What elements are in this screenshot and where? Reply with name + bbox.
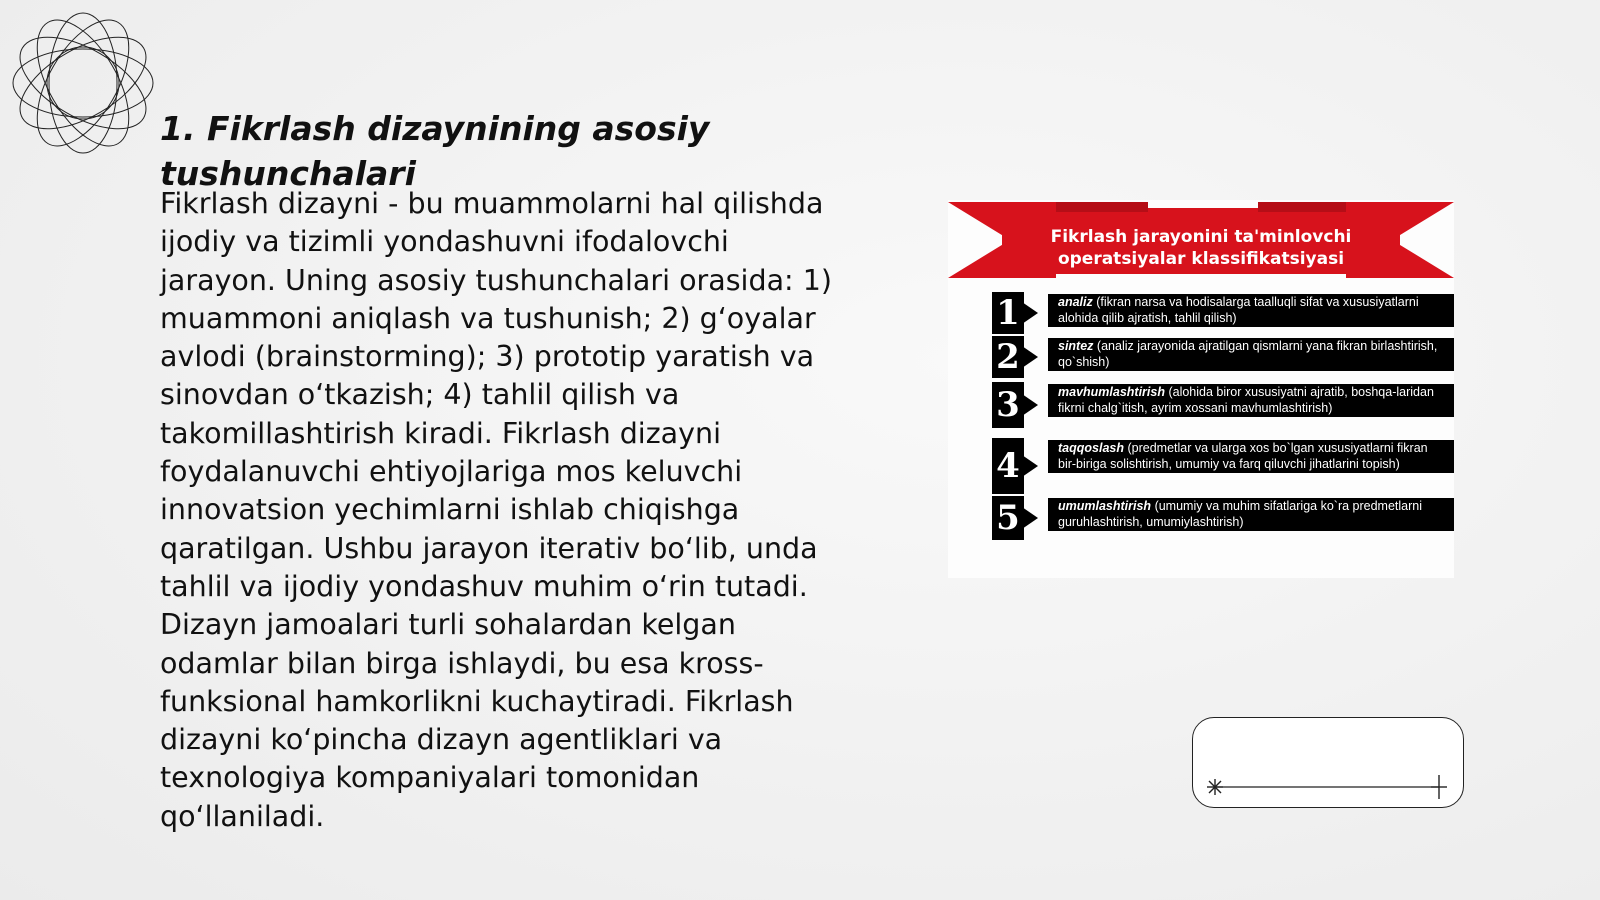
item-term: taqqoslash <box>1058 441 1124 455</box>
arrow-right-icon <box>1022 455 1038 477</box>
item-term: umumlashtirish <box>1058 499 1152 513</box>
item-text: (fikran narsa va hodisalarga taalluqli sifat va xususiyatlarni alohida qilib ajratish, tahlil qilish) <box>1058 295 1419 325</box>
item-description <box>1048 294 1454 327</box>
operation-item <box>992 382 1454 428</box>
arrow-right-icon <box>1022 507 1038 529</box>
banner-line-2: operatsiyalar klassifikatsiyasi <box>1057 249 1345 269</box>
item-description <box>1048 384 1454 417</box>
banner-line-1: Fikrlash jarayonini ta'minlovchi <box>1050 227 1352 247</box>
arrow-right-icon <box>1022 394 1038 416</box>
slide-body-text: Fikrlash dizayni - bu muammolarni hal qilishda ijodiy va tizimli yondashuvni ifodalovchi jarayon. Uning asosiy tushunchalari orasida: 1) muammoni aniqlash va tushunish; 2) g‘oyalar avlodi (brainstorming); 3) prototip yaratish va sinovdan o‘tkazish; 4) tahlil qilish va takomillashtirish kiradi. Fikrlash dizayni foydalanuvchi ehtiyojlariga mos keluvchi innovatsion yechimlarni ishlab chiqishga qaratilgan. Ushbu jarayon iterativ bo‘lib, unda tahlil va ijodiy yondashuv muhim o‘rin tutadi. Dizayn jamoalari turli sohalardan kelgan odamlar bilan birga ishlaydi, bu esa kross-funksional hamkorlikni kuchaytiradi. Fikrlash dizayni ko‘pincha dizayn agentliklari va texnologiya kompaniyalari tomonidan qo‘llaniladi. <box>160 187 832 833</box>
item-number: 1 <box>992 292 1024 334</box>
operation-item <box>992 496 1454 540</box>
item-term: mavhumlashtirish <box>1058 385 1165 399</box>
slide-title: 1. Fikrlash dizaynining asosiy tushunchalari <box>160 109 710 193</box>
item-term: sintez <box>1058 339 1094 353</box>
operation-item <box>992 336 1454 378</box>
item-text: (predmetlar va ularga xos bo`lgan xususiyatlarni fikran bir-biriga solishtirish, umumiy va farq qiluvchi jihatlarini topish) <box>1058 441 1428 471</box>
item-text: (umumiy va muhim sifatlariga ko`ra predmetlarni guruhlashtirish, umumiylashtirish) <box>1058 499 1423 529</box>
banner-title <box>1028 226 1374 270</box>
item-text: (analiz jarayonida ajratilgan qismlarni yana fikran birlashtirish, qo`shish) <box>1058 339 1438 369</box>
item-term: analiz <box>1058 295 1093 309</box>
item-number: 2 <box>992 336 1024 378</box>
operation-item <box>992 292 1454 334</box>
item-text: (alohida biror xususiyatni ajratib, boshqa-laridan fikrni chalg`itish, ayrim xossani mavhumlashtirish) <box>1058 385 1434 415</box>
item-description <box>1048 498 1454 531</box>
item-number: 5 <box>992 496 1024 540</box>
circle-ornament-icon <box>10 10 156 156</box>
arrow-right-icon <box>1022 302 1038 324</box>
arrow-right-icon <box>1022 346 1038 368</box>
classification-figure <box>948 200 1454 578</box>
sparkle-icon <box>1207 779 1223 795</box>
decorative-line <box>1193 718 1465 809</box>
item-description <box>1048 440 1454 473</box>
operation-item <box>992 438 1454 494</box>
crosshair-icon <box>1431 775 1447 799</box>
decorative-line-box <box>1192 717 1464 808</box>
item-number: 3 <box>992 382 1024 428</box>
item-number: 4 <box>992 438 1024 494</box>
item-description <box>1048 338 1454 371</box>
